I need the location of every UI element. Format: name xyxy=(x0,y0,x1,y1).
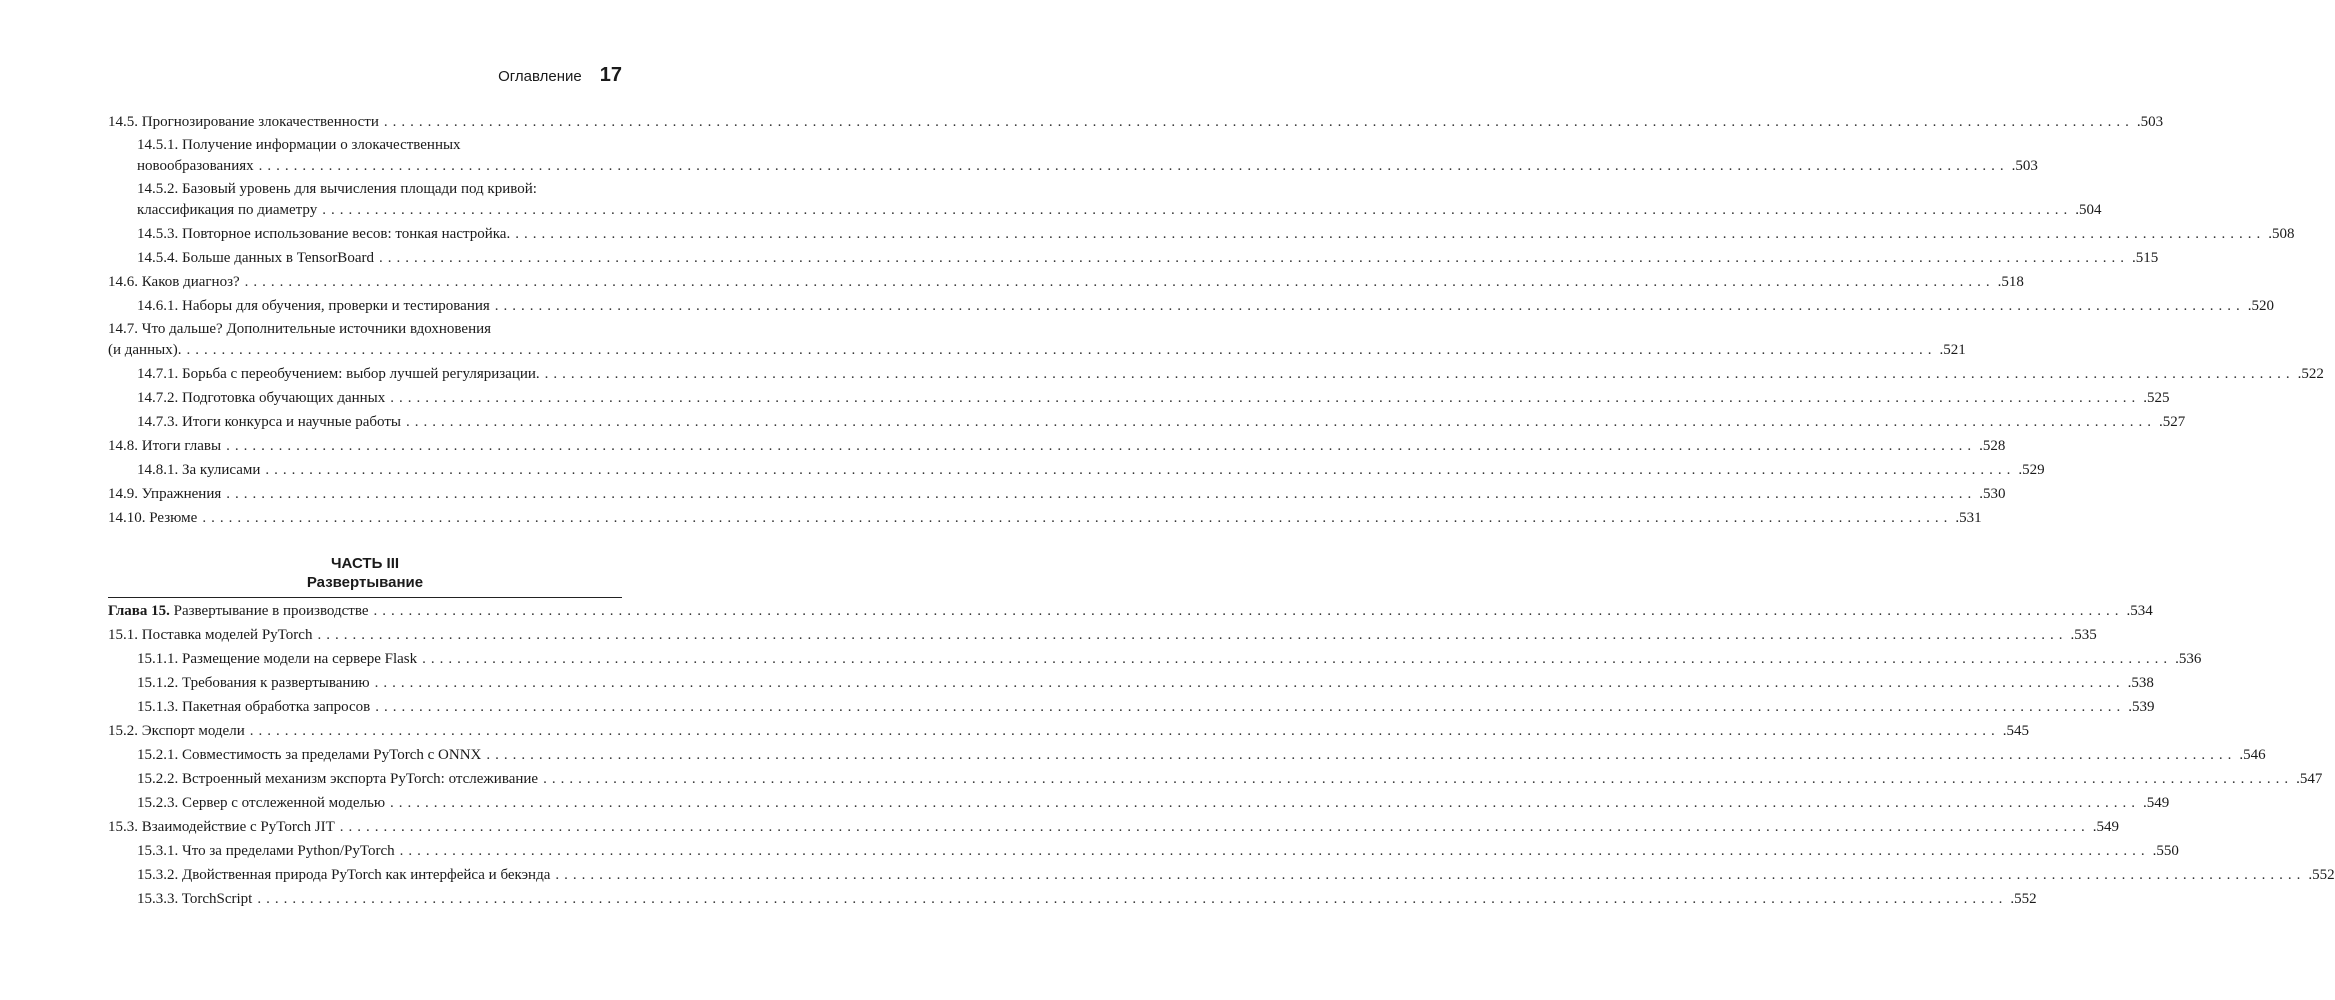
toc-entry-title-wrap xyxy=(108,624,312,647)
toc-page-ref xyxy=(2128,696,2154,719)
page-leader-dot: . xyxy=(2239,747,2244,763)
toc-entry[interactable] xyxy=(108,135,2038,177)
toc-entry-row xyxy=(108,435,2006,458)
toc-page-number: 549 xyxy=(2096,819,2119,835)
toc-entry-title: 15.1.1. Размещение модели на сервере Flask xyxy=(137,651,418,667)
toc-entry[interactable] xyxy=(108,295,2275,318)
toc-entry[interactable] xyxy=(108,600,2153,623)
page-leader-dot: . xyxy=(2002,723,2007,739)
toc-entry-title: 15.1.2. Требования к развертыванию xyxy=(137,675,370,691)
toc-entry[interactable] xyxy=(108,363,2324,386)
toc-entry-row xyxy=(137,223,2295,246)
toc-entry-title: 15.1.3. Пакетная обработка запросов xyxy=(137,699,371,715)
toc-entry-title-wrap xyxy=(137,200,317,221)
toc-entry-title: 15.3.3. TorchScript xyxy=(137,891,253,907)
toc-page-number: 529 xyxy=(2022,462,2045,478)
toc-page-ref xyxy=(2143,387,2169,410)
dot-leader: ........................................................................................................................................................................................................ xyxy=(494,298,2245,314)
page-leader-dot: . xyxy=(2011,158,2016,174)
toc-entry-row xyxy=(137,864,2335,887)
toc-entry-title-wrap xyxy=(137,363,540,386)
toc-entry-title-wrap xyxy=(137,744,481,767)
page-leader-dot: . xyxy=(2296,771,2300,787)
toc-page-ref xyxy=(2143,792,2169,815)
dot-leader: ........................................................................................................................................................................................................ xyxy=(399,843,2150,859)
toc-page-number: 535 xyxy=(2074,627,2097,643)
toc-page-number: 536 xyxy=(2178,651,2202,667)
toc-entry-title-wrap xyxy=(137,247,374,270)
toc-page-ref xyxy=(2137,111,2163,134)
dot-leader: ........................................................................................................................................................................................................ xyxy=(375,699,2126,715)
toc-page-number: 528 xyxy=(1982,438,2006,454)
dot-leader: ........................................................................................................................................................................................................ xyxy=(257,891,2008,907)
toc-entry-title-wrap xyxy=(137,864,550,887)
toc-page-number: 520 xyxy=(2251,298,2275,314)
toc-entry[interactable] xyxy=(108,271,2024,294)
dot-leader: ........................................................................................................................................................................................................ xyxy=(555,867,2306,883)
running-header xyxy=(498,64,622,87)
dot-leader: ........................................................................................................................................................................................................ xyxy=(226,438,1977,454)
toc-entry-row xyxy=(137,200,2102,221)
toc-entry-row xyxy=(137,363,2324,386)
toc-entry[interactable] xyxy=(108,888,2037,911)
toc-entry-title: 14.7.2. Подготовка обучающих данных xyxy=(137,390,386,406)
toc-page-number: 549 xyxy=(2146,795,2170,811)
toc-entry-row xyxy=(108,720,2029,743)
toc-entry-title: новообразованиях xyxy=(137,158,254,174)
toc-page-ref xyxy=(2012,156,2038,177)
toc-page-number: 552 xyxy=(2312,867,2335,883)
page-leader-dot: . xyxy=(2010,891,2015,907)
toc-page-ref xyxy=(2127,600,2153,623)
toc-page-number: 538 xyxy=(2131,675,2154,691)
toc-page-ref xyxy=(2093,816,2119,839)
dot-leader: ........................................................................................................................................................................................................ xyxy=(543,771,2294,787)
part-title: Развертывание xyxy=(306,574,424,591)
toc-entry-row xyxy=(108,507,1982,530)
page-leader-dot: . xyxy=(2143,390,2147,406)
dot-leader: ........................................................................................................................................................................................................ xyxy=(405,414,2156,430)
page-leader-dot: . xyxy=(2075,202,2079,218)
toc-list-chapter-14 xyxy=(108,111,2324,531)
toc-entry-title-wrap xyxy=(137,295,490,318)
toc-entry-row xyxy=(108,111,2164,134)
toc-entry-row xyxy=(137,247,2159,270)
page-leader-dot: . xyxy=(2158,414,2163,430)
toc-entry-title: 14.8.1. За кулисами xyxy=(137,462,261,478)
page-leader-dot: . xyxy=(2247,298,2252,314)
toc-entry-row xyxy=(137,387,2170,410)
part-heading xyxy=(108,554,622,592)
dot-leader: ........................................................................................................................................................................................................ xyxy=(265,462,2016,478)
page-leader-dot: . xyxy=(2018,462,2023,478)
toc-entry[interactable] xyxy=(108,179,2102,221)
dot-leader: ........................................................................................................................................................................................................ xyxy=(390,795,2141,811)
toc-entry[interactable] xyxy=(108,387,2170,410)
toc-entry-title: 14.10. Резюме xyxy=(108,510,198,526)
toc-page-ref xyxy=(1939,340,1965,361)
page-leader-dot: . xyxy=(2143,795,2147,811)
toc-page-number: 546 xyxy=(2243,747,2266,763)
toc-page-ref xyxy=(2010,888,2036,911)
toc-page-number: 550 xyxy=(2156,843,2179,859)
toc-page-number: 503 xyxy=(2140,114,2164,130)
dot-leader: ........................................................................................................................................................................................................ xyxy=(383,114,2134,130)
toc-entry-title-wrap xyxy=(137,840,395,863)
page-leader-dot: . xyxy=(1955,510,1960,526)
toc-entry-row xyxy=(108,624,2097,647)
toc-page-number: 545 xyxy=(2006,723,2029,739)
page-leader-dot: . xyxy=(2131,250,2136,266)
toc-page-ref xyxy=(2075,200,2101,221)
toc-entry-title: 14.6. Каков диагноз? xyxy=(108,274,240,290)
toc-page-number: 522 xyxy=(2301,366,2324,382)
toc-page-number: 503 xyxy=(2015,158,2038,174)
toc-page-number: 539 xyxy=(2131,699,2155,715)
toc-entry-title: 14.7.1. Борьба с переобучением: выбор лучшей регуляризации. xyxy=(137,366,540,382)
toc-page-number: 521 xyxy=(1943,342,1966,358)
toc-entry[interactable] xyxy=(108,744,2266,767)
toc-entry-title: Развертывание в производстве xyxy=(173,603,369,619)
toc-entry-title: 14.7.3. Итоги конкурса и научные работы xyxy=(137,414,401,430)
dot-leader: ........................................................................................................................................................................................................ xyxy=(244,274,1995,290)
toc-entry-title-line: 14.5.2. Базовый уровень для вычисления площади под кривой: xyxy=(137,181,537,197)
toc-entry-title-wrap xyxy=(137,648,417,671)
page-leader-dot: . xyxy=(2128,699,2132,715)
toc-page-ref xyxy=(2296,768,2322,791)
toc-page-ref xyxy=(2070,624,2096,647)
toc-entry[interactable] xyxy=(108,816,2119,839)
dot-leader: ........................................................................................................................................................................................................ xyxy=(322,202,2073,218)
toc-entry[interactable] xyxy=(108,672,2154,695)
page-leader-dot: . xyxy=(2175,651,2179,667)
toc-page-number: 527 xyxy=(2162,414,2186,430)
toc-entry-row xyxy=(108,340,1966,361)
toc-list-chapter-15 xyxy=(108,600,2335,912)
toc-entry[interactable] xyxy=(108,648,2202,671)
toc-entry-title-wrap xyxy=(137,459,260,482)
page-leader-dot: . xyxy=(1939,342,1944,358)
toc-entry-title: 15.2.2. Встроенный механизм экспорта PyTorch: отслеживание xyxy=(137,771,539,787)
toc-entry-title: 15.2.3. Сервер с отслеженной моделью xyxy=(137,795,386,811)
dot-leader: ........................................................................................................................................................................................................ xyxy=(226,486,1977,502)
page-leader-dot: . xyxy=(1979,486,1983,502)
header-page-number: 17 xyxy=(599,64,622,86)
dot-leader: ........................................................................................................................................................................................................ xyxy=(374,675,2125,691)
header-section-title: Оглавление xyxy=(498,68,582,85)
toc-entry-title-wrap xyxy=(108,507,197,530)
toc-page-ref xyxy=(2132,247,2158,270)
toc-entry-title: 14.5.3. Повторное использование весов: тонкая настройка. xyxy=(137,226,511,242)
toc-entry-title-wrap xyxy=(137,696,370,719)
toc-page-ref xyxy=(1979,483,2005,506)
page-leader-dot: . xyxy=(1997,274,2002,290)
toc-entry-row xyxy=(137,411,2186,434)
toc-entry-row xyxy=(137,744,2266,767)
dot-leader: ........................................................................................................................................................................................................ xyxy=(378,250,2129,266)
toc-page-ref xyxy=(2248,295,2274,318)
toc-entry[interactable] xyxy=(108,459,2045,482)
toc-page-ref xyxy=(2268,223,2294,246)
toc-page-ref xyxy=(2018,459,2044,482)
toc-entry-row xyxy=(137,156,2038,177)
toc-entry-title-wrap xyxy=(108,600,369,623)
page-leader-dot: . xyxy=(1979,438,1983,454)
page-leader-dot: . xyxy=(2126,603,2131,619)
toc-entry-row xyxy=(108,816,2119,839)
toc-page-number: 508 xyxy=(2271,226,2295,242)
toc-chapter-label: Глава 15. xyxy=(108,603,170,619)
toc-entry-title-wrap xyxy=(137,387,385,410)
dot-leader: ........................................................................................................................................................................................................ xyxy=(422,651,2173,667)
toc-entry-row xyxy=(108,600,2153,623)
toc-entry[interactable] xyxy=(108,864,2335,887)
dot-leader: ........................................................................................................................................................................................................ xyxy=(249,723,2000,739)
toc-entry-row xyxy=(137,888,2037,911)
toc-page-number: 504 xyxy=(2078,202,2102,218)
toc-entry-title-wrap xyxy=(137,768,538,791)
toc-entry[interactable] xyxy=(108,111,2164,134)
toc-page-ref xyxy=(1998,271,2024,294)
toc-page-ref xyxy=(2153,840,2179,863)
dot-leader: ........................................................................................................................................................................................................ xyxy=(317,627,2068,643)
toc-page-number: 534 xyxy=(2130,603,2153,619)
toc-entry-title-line: 14.7. Что дальше? Дополнительные источники вдохновения xyxy=(108,321,492,337)
page-leader-dot: . xyxy=(2127,675,2132,691)
toc-entry[interactable] xyxy=(108,840,2179,863)
toc-entry-title: 15.2.1. Совместимость за пределами PyTorch с ONNX xyxy=(137,747,482,763)
toc-entry[interactable] xyxy=(108,411,2186,434)
toc-entry-row xyxy=(137,696,2155,719)
toc-entry-title: 14.6.1. Наборы для обучения, проверки и тестирования xyxy=(137,298,490,314)
part-divider-line xyxy=(108,597,622,598)
toc-entry-title-wrap xyxy=(108,340,181,361)
toc-page-number: 530 xyxy=(1983,486,2006,502)
toc-entry-row xyxy=(137,840,2179,863)
toc-page-ref xyxy=(2159,411,2185,434)
toc-entry[interactable] xyxy=(108,720,2029,743)
toc-page-number: 518 xyxy=(2001,274,2024,290)
toc-entry[interactable] xyxy=(108,223,2295,246)
toc-page-number: 552 xyxy=(2014,891,2037,907)
part-label: ЧАСТЬ III xyxy=(330,555,400,572)
toc-entry[interactable] xyxy=(108,696,2155,719)
page-leader-dot: . xyxy=(2152,843,2157,859)
toc-entry-title: 15.3. Взаимодействие с PyTorch JIT xyxy=(108,819,335,835)
dot-leader: ........................................................................................................................................................................................................ xyxy=(339,819,2090,835)
toc-page-number: 531 xyxy=(1959,510,1982,526)
toc-entry-title: 15.3.1. Что за пределами Python/PyTorch xyxy=(137,843,395,859)
dot-leader: ........................................................................................................................................................................................................ xyxy=(390,390,2141,406)
toc-page-ref xyxy=(2308,864,2334,887)
toc-page-ref xyxy=(1979,435,2005,458)
toc-entry-title: 15.3.2. Двойственная природа PyTorch как интерфейса и бекэнда xyxy=(137,867,551,883)
dot-leader: ........................................................................................................................................................................................................ xyxy=(373,603,2124,619)
dot-leader: ........................................................................................................................................................................................................ xyxy=(258,158,2009,174)
toc-entry-title: 14.5.4. Больше данных в TensorBoard xyxy=(137,250,374,266)
page-leader-dot: . xyxy=(2092,819,2097,835)
toc-entry-title-wrap xyxy=(108,271,240,294)
dot-leader: ........................................................................................................................................................................................................ xyxy=(544,366,2295,382)
toc-entry-title-wrap xyxy=(137,672,370,695)
toc-entry[interactable] xyxy=(108,247,2159,270)
dot-leader: ........................................................................................................................................................................................................ xyxy=(515,226,2266,242)
toc-entry-title-wrap xyxy=(137,888,252,911)
toc-entry-title-wrap xyxy=(108,816,335,839)
toc-entry-row xyxy=(137,768,2323,791)
page-leader-dot: . xyxy=(2070,627,2075,643)
toc-entry-row xyxy=(108,483,2006,506)
toc-entry-row xyxy=(108,271,2024,294)
toc-entry-title-wrap xyxy=(137,792,385,815)
toc-page-number: 515 xyxy=(2135,250,2159,266)
toc-entry-title: 14.8. Итоги главы xyxy=(108,438,222,454)
toc-entry-title: 14.9. Упражнения xyxy=(108,486,222,502)
toc-entry-title-wrap xyxy=(108,111,379,134)
toc-page-number: 547 xyxy=(2299,771,2323,787)
toc-entry-row xyxy=(137,648,2202,671)
dot-leader: ........................................................................................................................................................................................................ xyxy=(186,342,1937,358)
page-leader-dot: . xyxy=(2268,226,2272,242)
toc-entry-title: 14.5. Прогнозирование злокачественности xyxy=(108,114,379,130)
toc-entry-row xyxy=(137,295,2275,318)
toc-entry-title-wrap xyxy=(108,483,221,506)
toc-page-ref xyxy=(1955,507,1981,530)
toc-entry[interactable] xyxy=(108,435,2006,458)
toc-entry[interactable] xyxy=(108,319,1966,361)
toc-page-ref xyxy=(2175,648,2201,671)
toc-entry-title-wrap xyxy=(137,223,510,246)
toc-page-ref xyxy=(2128,672,2154,695)
toc-entry-title: 15.1. Поставка моделей PyTorch xyxy=(108,627,313,643)
toc-entry-title: (и данных). xyxy=(108,342,182,358)
page-leader-dot: . xyxy=(2308,867,2313,883)
toc-entry[interactable] xyxy=(108,624,2097,647)
toc-entry-row xyxy=(137,792,2170,815)
toc-entry-title-wrap xyxy=(137,411,401,434)
toc-entry-title-wrap xyxy=(108,720,245,743)
toc-entry-row xyxy=(137,459,2045,482)
dot-leader: ........................................................................................................................................................................................................ xyxy=(486,747,2237,763)
toc-page-number: 525 xyxy=(2147,390,2170,406)
toc-entry[interactable] xyxy=(108,792,2170,815)
toc-entry-title-wrap xyxy=(137,156,254,177)
page-leader-dot: . xyxy=(2297,366,2302,382)
toc-entry-title: 15.2. Экспорт модели xyxy=(108,723,245,739)
toc-entry-title-wrap xyxy=(108,435,221,458)
toc-page-ref xyxy=(2003,720,2029,743)
toc-page-ref xyxy=(2298,363,2324,386)
toc-entry[interactable] xyxy=(108,507,1982,530)
toc-entry-row xyxy=(137,672,2154,695)
toc-page-ref xyxy=(2239,744,2265,767)
dot-leader: ........................................................................................................................................................................................................ xyxy=(202,510,1953,526)
page-leader-dot: . xyxy=(2136,114,2141,130)
toc-entry[interactable] xyxy=(108,483,2006,506)
toc-entry[interactable] xyxy=(108,768,2323,791)
toc-entry-title-line: 14.5.1. Получение информации о злокачественных xyxy=(137,137,461,153)
toc-entry-title: классификация по диаметру xyxy=(137,202,318,218)
